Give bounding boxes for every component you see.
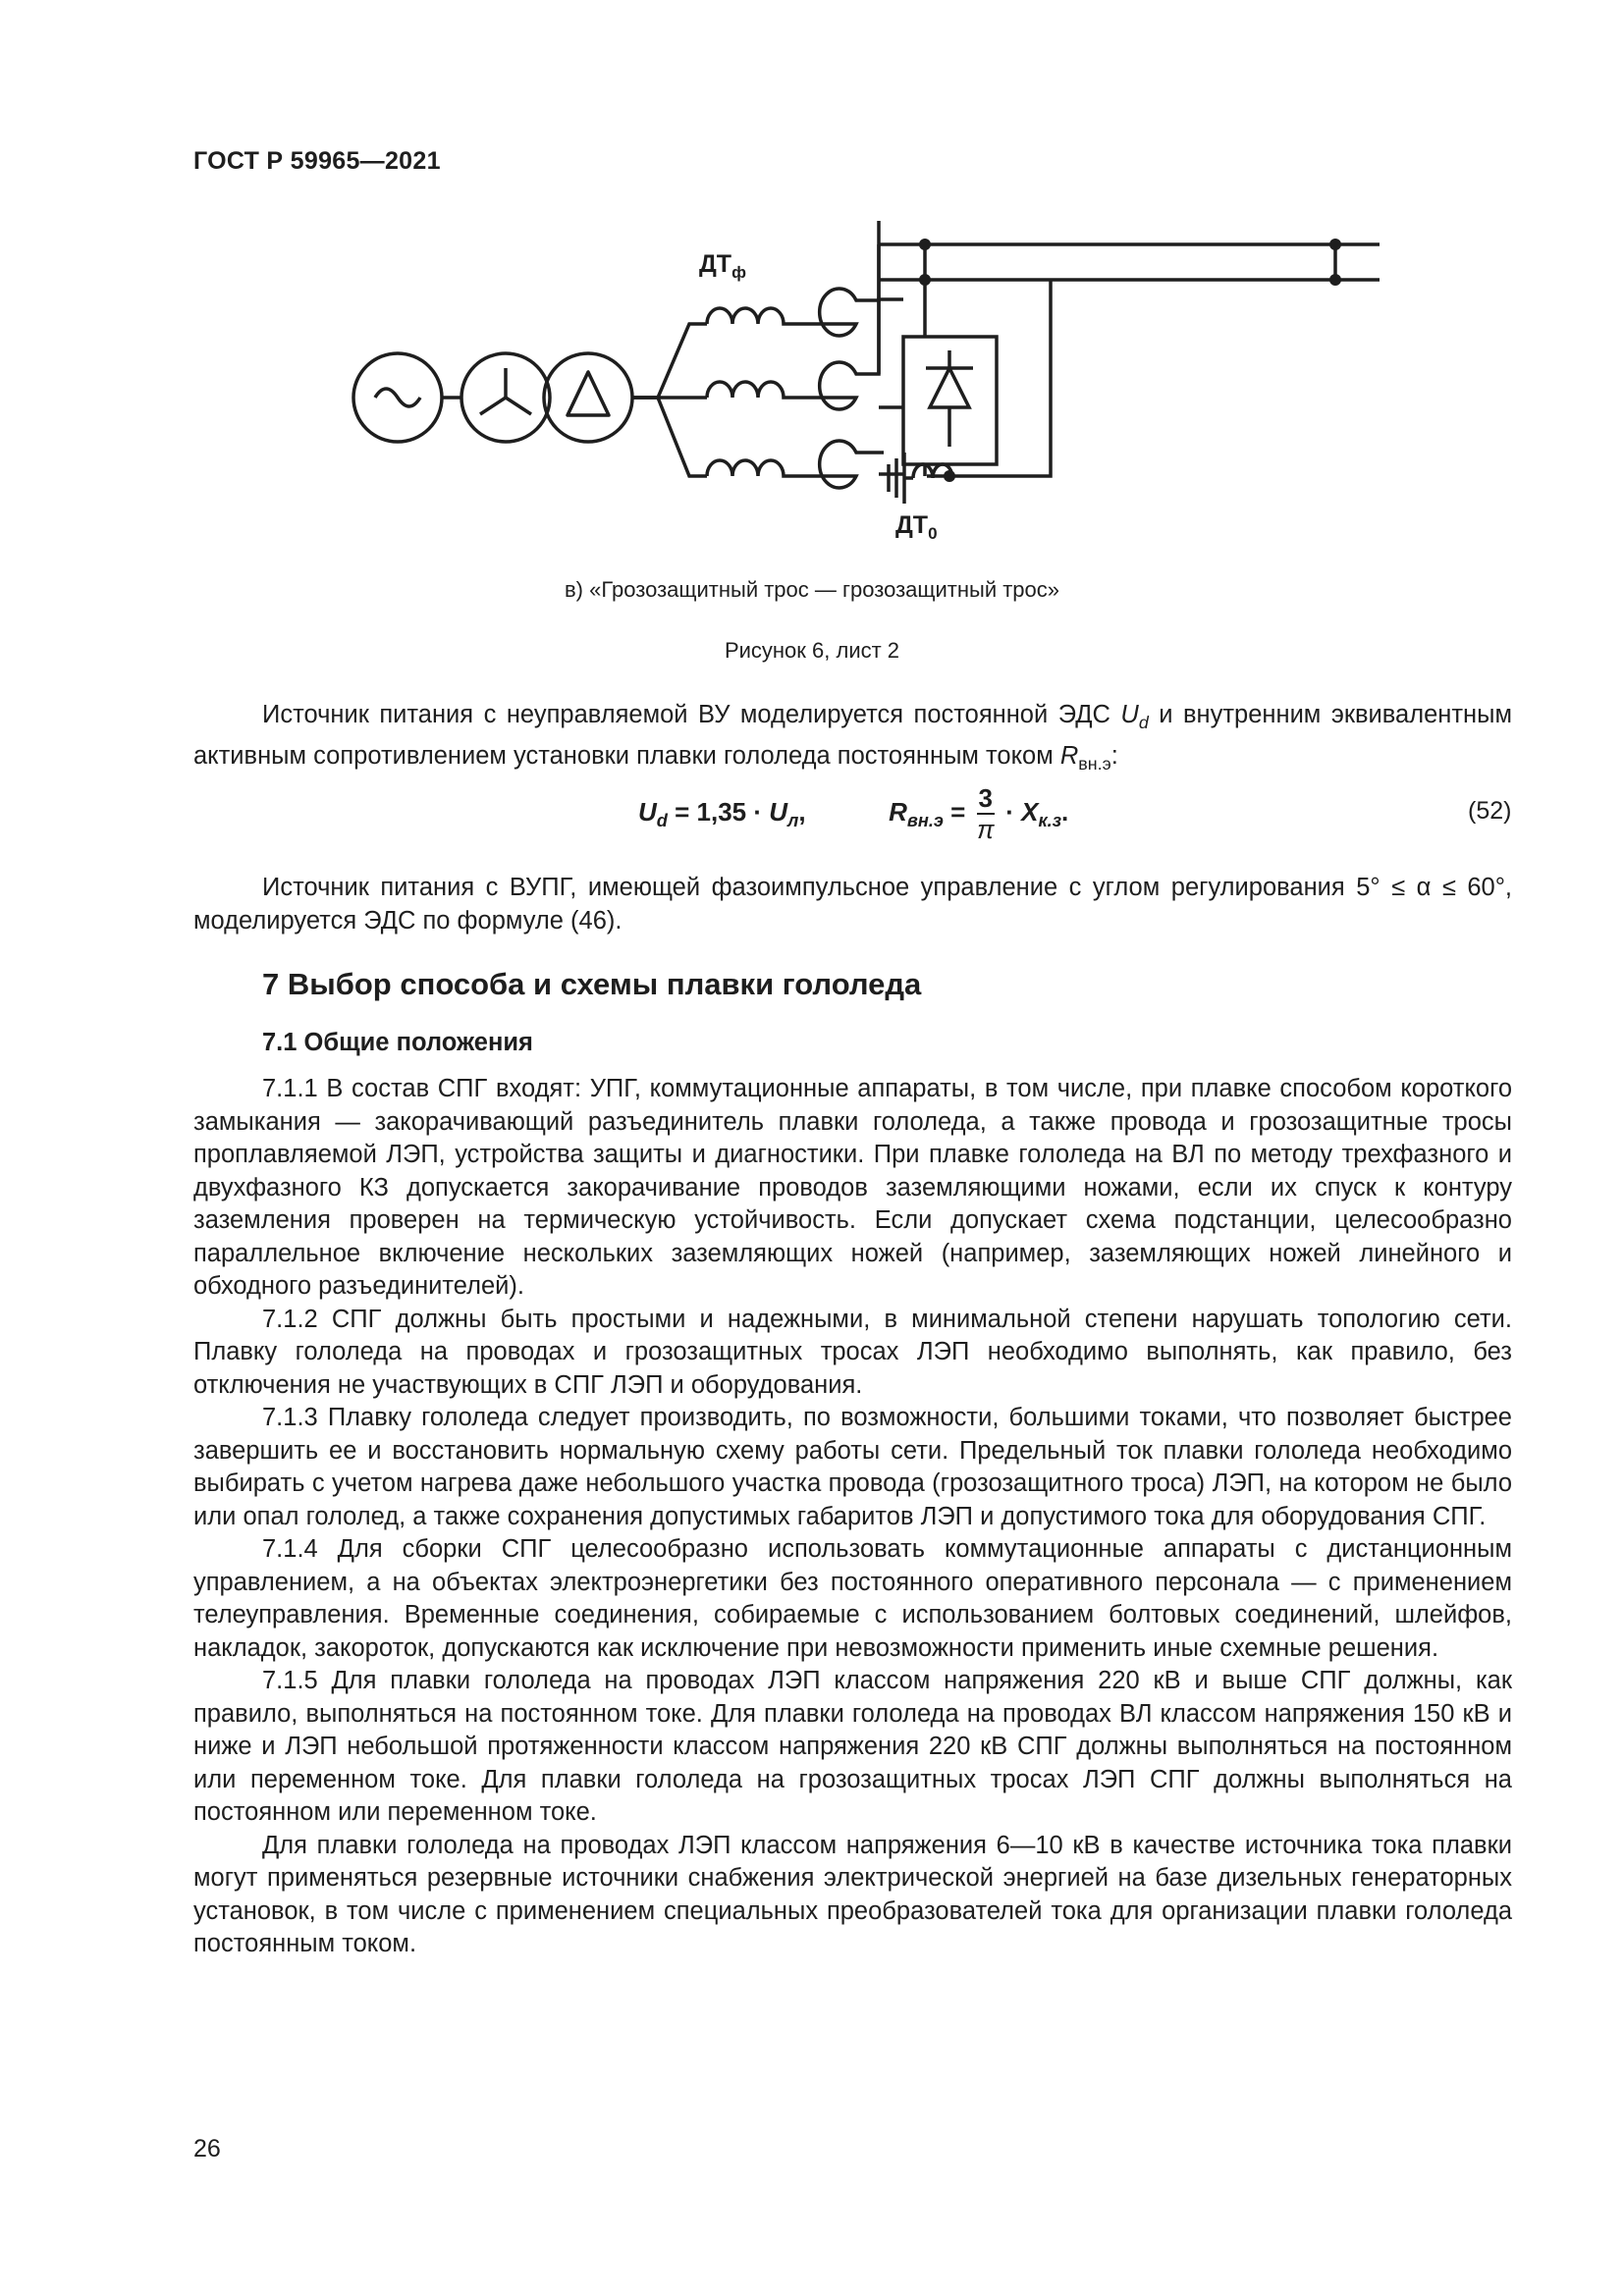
- svg-text:ДТф: [699, 250, 746, 282]
- paragraph-7-1-1: 7.1.1 В состав СПГ входят: УПГ, коммутационные аппараты, в том числе, при плавке способом короткого замыкания — закорачивающий разъединитель плавки гололеда, а также провода и грозозащитные тросы проплавляемой ЛЭП, устройства защиты и диагностики. При плавке гололеда на ВЛ по методу трехфазного и двухфазного КЗ допускается закорачивание проводов заземляющими ножами, если их спуск к контуру заземления проверен на термическую устойчивость. Если допускает схема подстанции, целесообразно параллельное включение нескольких заземляющих ножей (например, заземляющих ножей линейного и обходного разъединителей).: [193, 1075, 1512, 1300]
- label-dt-zero: ДТ: [895, 511, 929, 539]
- paragraph-6-10kv: Для плавки гололеда на проводах ЛЭП классом напряжения 6—10 кВ в качестве источника тока плавки могут применяться резервные источники снабжения электрической энергией на базе дизельных генераторных установок, в том числе с применением специальных преобразователей тока для организации плавки гололеда постоянным током.: [193, 1831, 1512, 1957]
- paragraph-7-1-3: 7.1.3 Плавку гололеда следует производить, по возможности, большими токами, что позволяет быстрее завершить ее и восстановить нормальную схему работы сети. Предельный ток плавки гололеда необходимо выбирать с учетом нагрева даже небольшого участка провода (грозозащитного троса) ЛЭП, на котором не было или опал гололед, а также сохранения допустимых габаритов ЛЭП и допустимого тока для оборудования СПГ.: [193, 1404, 1512, 1530]
- switch-phase-b: [820, 362, 872, 409]
- formula-number: (52): [1468, 797, 1512, 825]
- paragraph-7-1-5: 7.1.5 Для плавки гололеда на проводах ЛЭП классом напряжения 220 кВ и выше СПГ должны, как правило, выполняться на постоянном токе. Для плавки гололеда на проводах ВЛ классом напряжения 150 кВ и ниже и ЛЭП небольшой протяженности классом напряжения 220 кВ СПГ должны выполняться на постоянном или переменном токе. Для плавки гололеда на грозозащитных тросах ЛЭП СПГ должны выполняться на постоянном или переменном токе.: [193, 1667, 1512, 1826]
- coil-phase-a: [707, 308, 830, 324]
- figure-subcaption: в) «Грозозащитный трос — грозозащитный трос»: [564, 577, 1060, 602]
- section-title: 7 Выбор способа и схемы плавки гололеда: [262, 967, 922, 1001]
- subsection-title: 7.1 Общие положения: [262, 1029, 533, 1056]
- figure-caption: Рисунок 6, лист 2: [724, 638, 900, 663]
- label-dt-zero-sub: 0: [928, 524, 938, 543]
- label-dt-phase: ДТ: [699, 250, 732, 278]
- switch-phase-c: [820, 441, 872, 488]
- coil-phase-c: [707, 460, 830, 476]
- paragraph-7-1-4: 7.1.4 Для сборки СПГ целесообразно использовать коммутационные аппараты с дистанционным управлением, а на объектах электроэнергетики без постоянного оперативного персонала — с применением телеуправления. Временные соединения, собираемые с использованием болтовых соединений, шлейфов, накладок, закороток, допускаются как исключение при невозможности применить иные схемные решения.: [193, 1535, 1512, 1662]
- page-number: 26: [193, 2135, 221, 2163]
- paragraph-power-source: Источник питания с неуправляемой ВУ моделируется постоянной ЭДС $U_d$ и внутренним эквивалентным активным сопротивлением установки плавки гололеда постоянным током $R_{вн.э}$:: [193, 701, 1512, 774]
- svg-text:ДТ0: [895, 511, 938, 543]
- paragraph-vupg: Источник питания с ВУПГ, имеющей фазоимпульсное управление с углом регулирования 5° ≤ α ≤ 60°, моделируется ЭДС по формуле (46).: [193, 874, 1512, 934]
- fraction-3-pi: $\frac{3}{\pi}$: [977, 783, 995, 844]
- paragraph-7-1-2: 7.1.2 СПГ должны быть простыми и надежными, в минимальной степени нарушать топологию сети. Плавку гололеда на проводах и грозозащитных тросах ЛЭП необходимо выполнять, как правило, без отключения не участвующих в СПГ ЛЭП и оборудования.: [193, 1305, 1512, 1399]
- body-text: [193, 1073, 1512, 1961]
- generator-sine: [375, 389, 420, 406]
- document-code: ГОСТ Р 59965—2021: [193, 147, 441, 175]
- transformer-delta-winding: [544, 353, 632, 442]
- label-dt-phase-sub: ф: [731, 263, 746, 282]
- switch-phase-a: [820, 289, 872, 336]
- circuit-diagram: [334, 221, 1394, 555]
- formula-52: $U_d = 1,35 \cdot U_л$, $R_{вн.э}$ = $\frac{3}{\pi}$ · $X_{к.з}$.: [638, 783, 1069, 844]
- coil-phase-b: [707, 382, 830, 398]
